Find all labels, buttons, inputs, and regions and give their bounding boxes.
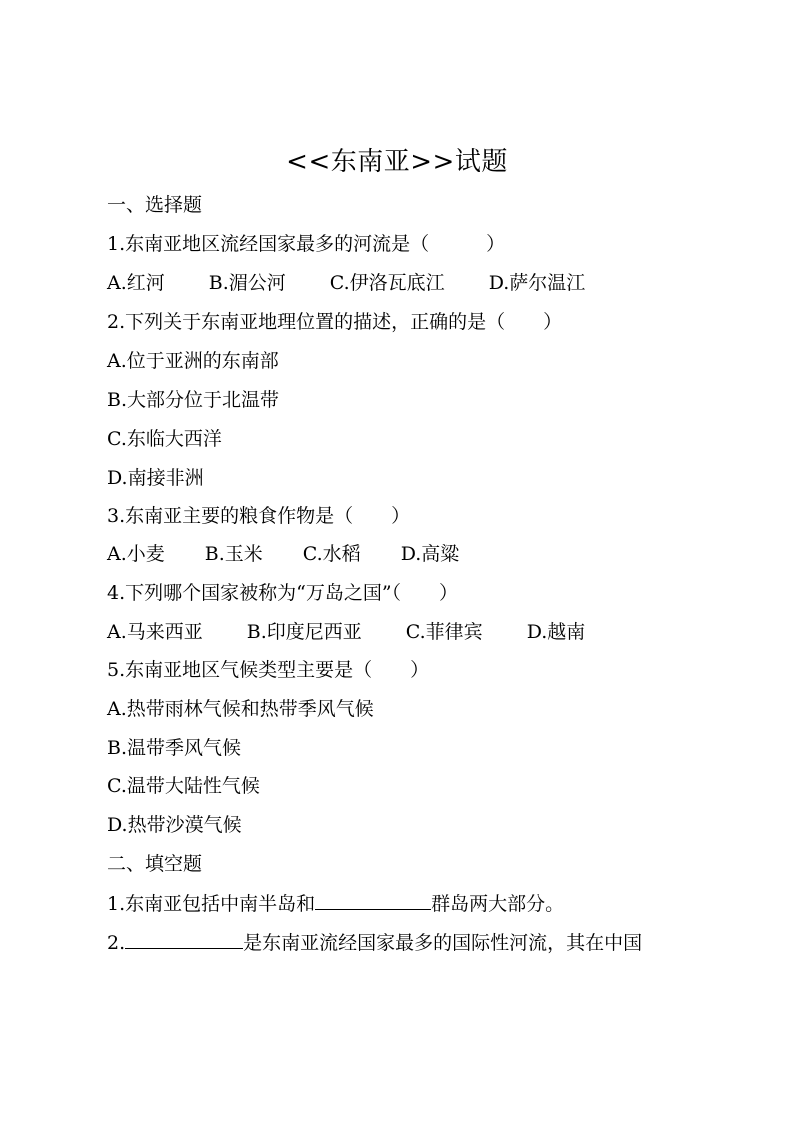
fill-blank-1 (315, 889, 431, 910)
fill-question-2-before: 2. (107, 932, 126, 954)
question-3-option-a: A.小麦 (107, 543, 165, 565)
question-2-option-d: D.南接非洲 (107, 467, 204, 489)
fill-question-2-after: 是东南亚流经国家最多的国际性河流，其在中国 (243, 932, 643, 954)
question-1-option-b: B.湄公河 (208, 272, 286, 294)
question-4-option-c: C.菲律宾 (405, 621, 483, 643)
section-heading-choice: 一、选择题 (107, 194, 203, 216)
question-3-option-c: C.水稻 (302, 543, 361, 565)
question-1-options (107, 270, 585, 296)
question-5-option-a: A.热带雨林气候和热带季风气候 (107, 698, 374, 720)
question-4-options (107, 619, 585, 645)
question-5-option-b: B.温带季风气候 (107, 737, 242, 759)
question-1-option-d: D.萨尔温江 (488, 272, 586, 294)
question-3-option-d: D.高粱 (400, 543, 460, 565)
fill-question-1-before: 1.东南亚包括中南半岛和 (107, 893, 316, 915)
question-4-stem: 4.下列哪个国家被称为“万岛之国”（ ） (107, 582, 459, 604)
question-1-option-c: C.伊洛瓦底江 (329, 272, 445, 294)
question-1-stem: 1.东南亚地区流经国家最多的河流是（ ） (107, 233, 506, 255)
question-3-option-b: B.玉米 (204, 543, 263, 565)
question-5-stem: 5.东南亚地区气候类型主要是（ ） (107, 659, 430, 681)
question-5-option-c: C.温带大陆性气候 (107, 775, 260, 797)
fill-question-2 (107, 928, 642, 956)
fill-blank-2 (125, 928, 243, 949)
question-1-option-a: A.红河 (107, 272, 165, 294)
question-4-option-a: A.马来西亚 (107, 621, 203, 643)
question-2-option-c: C.东临大西洋 (107, 428, 222, 450)
question-2-option-b: B.大部分位于北温带 (107, 389, 280, 411)
page-title: <<东南亚>>试题 (286, 147, 508, 177)
question-5-option-d: D.热带沙漠气候 (107, 814, 242, 836)
question-4-option-d: D.越南 (526, 621, 586, 643)
fill-question-1 (107, 889, 564, 917)
question-4-option-b: B.印度尼西亚 (246, 621, 362, 643)
fill-question-1-after: 群岛两大部分。 (431, 893, 565, 915)
section-heading-fill: 二、填空题 (107, 853, 203, 875)
question-2-stem: 2.下列关于东南亚地理位置的描述，正确的是（ ） (107, 311, 563, 333)
question-3-stem: 3.东南亚主要的粮食作物是（ ） (107, 505, 411, 527)
question-2-option-a: A.位于亚洲的东南部 (107, 350, 279, 372)
question-3-options (107, 541, 459, 567)
